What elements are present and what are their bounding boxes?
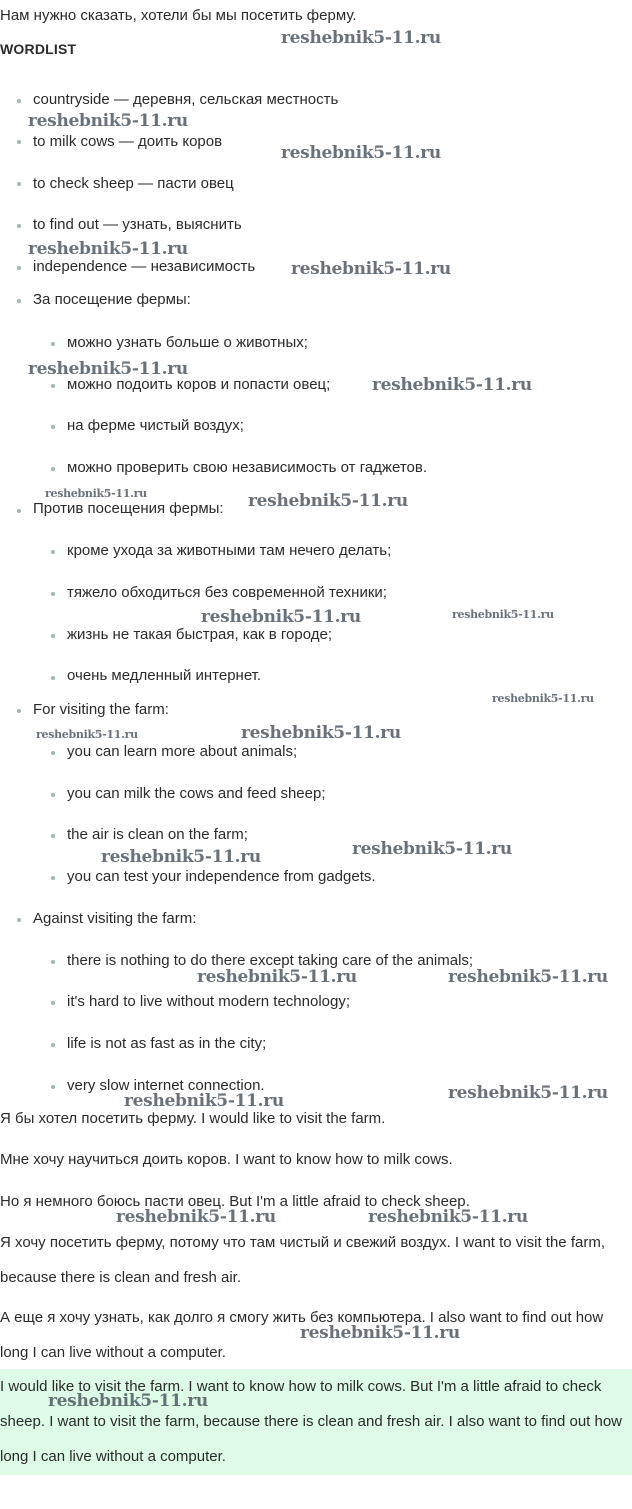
- watermark: reshebnik5-11.ru: [101, 847, 261, 867]
- bullet: [51, 384, 55, 388]
- bullet: [17, 918, 21, 922]
- bullet: [51, 1001, 55, 1005]
- bullet: [17, 224, 21, 228]
- watermark: reshebnik5-11.ru: [241, 723, 401, 743]
- paragraph-2: Мне хочу научиться доить коров. I want to know how to milk cows.: [0, 1151, 453, 1168]
- watermark: reshebnik5-11.ru: [492, 692, 594, 705]
- watermark: reshebnik5-11.ru: [28, 359, 188, 379]
- watermark: reshebnik5-11.ru: [368, 1207, 528, 1227]
- bullet: [17, 709, 21, 713]
- bullet: [51, 467, 55, 471]
- sub-item: you can test your independence from gadgets.: [67, 868, 376, 885]
- watermark: reshebnik5-11.ru: [48, 1391, 208, 1411]
- watermark: reshebnik5-11.ru: [372, 375, 532, 395]
- list-item-for-en: For visiting the farm:: [33, 701, 169, 718]
- watermark: reshebnik5-11.ru: [45, 487, 147, 500]
- bullet: [51, 876, 55, 880]
- bullet: [51, 342, 55, 346]
- list-item-against-ru: Против посещения фермы:: [33, 500, 224, 517]
- watermark: reshebnik5-11.ru: [28, 111, 188, 131]
- watermark: reshebnik5-11.ru: [124, 1091, 284, 1111]
- list-item-milk-cows: to milk cows — доить коров: [33, 133, 223, 150]
- watermark: reshebnik5-11.ru: [448, 967, 608, 987]
- list-item-independence: independence — независимость: [33, 258, 256, 275]
- bullet: [51, 834, 55, 838]
- wordlist-heading: WORDLIST: [0, 41, 77, 57]
- bullet: [51, 676, 55, 680]
- watermark: reshebnik5-11.ru: [201, 607, 361, 627]
- sub-item: it's hard to live without modern technology;: [67, 993, 351, 1010]
- bullet: [17, 182, 21, 186]
- bullet: [51, 592, 55, 596]
- watermark: reshebnik5-11.ru: [300, 1323, 460, 1343]
- watermark: reshebnik5-11.ru: [448, 1083, 608, 1103]
- list-item-countryside: countryside — деревня, сельская местность: [33, 91, 339, 108]
- bullet: [51, 1043, 55, 1047]
- bullet: [51, 793, 55, 797]
- paragraph-5: А еще я хочу узнать, как долго я смогу жить без компьютера. I also want to find out how long I can live without a computer.: [0, 1309, 604, 1361]
- list-item-against-en: Against visiting the farm:: [33, 910, 197, 927]
- watermark: reshebnik5-11.ru: [452, 608, 554, 621]
- paragraph-4: Я хочу посетить ферму, потому что там чистый и свежий воздух. I want to visit the farm, because there is clean and fresh air.: [0, 1234, 605, 1286]
- bullet: [51, 550, 55, 554]
- bullet: [17, 266, 21, 270]
- sub-item: the air is clean on the farm;: [67, 826, 248, 843]
- bullet: [17, 99, 21, 103]
- watermark: reshebnik5-11.ru: [281, 143, 441, 163]
- watermark: reshebnik5-11.ru: [281, 28, 441, 48]
- list-item-for-ru: За посещение фермы:: [33, 291, 191, 308]
- bullet: [51, 634, 55, 638]
- watermark: reshebnik5-11.ru: [116, 1207, 276, 1227]
- paragraph-3: Но я немного боюсь пасти овец. But I'm a little afraid to check sheep.: [0, 1193, 470, 1210]
- sub-item: на ферме чистый воздух;: [67, 417, 244, 434]
- sub-item: life is not as fast as in the city;: [67, 1035, 267, 1052]
- sub-item: you can milk the cows and feed sheep;: [67, 785, 326, 802]
- sub-item: кроме ухода за животными там нечего делать;: [67, 542, 392, 559]
- watermark: reshebnik5-11.ru: [197, 967, 357, 987]
- watermark: reshebnik5-11.ru: [291, 259, 451, 279]
- bullet: [51, 960, 55, 964]
- sub-item: очень медленный интернет.: [67, 667, 262, 684]
- sub-item: можно проверить свою независимость от гаджетов.: [67, 459, 427, 476]
- bullet: [17, 509, 21, 513]
- sub-item: можно узнать больше о животных;: [67, 334, 308, 351]
- bullet: [17, 299, 21, 303]
- watermark: reshebnik5-11.ru: [248, 491, 408, 511]
- bullet: [51, 751, 55, 755]
- intro-text: Нам нужно сказать, хотели бы мы посетить ферму.: [0, 7, 357, 24]
- watermark: reshebnik5-11.ru: [28, 239, 188, 259]
- watermark: reshebnik5-11.ru: [36, 728, 138, 741]
- bullet: [51, 425, 55, 429]
- sub-item: very slow internet connection.: [67, 1077, 265, 1094]
- list-item-check-sheep: to check sheep — пасти овец: [33, 175, 234, 192]
- sub-item: жизнь не такая быстрая, как в городе;: [67, 626, 333, 643]
- sub-item: you can learn more about animals;: [67, 743, 298, 760]
- list-item-find-out: to find out — узнать, выяснить: [33, 216, 242, 233]
- sub-item: можно подоить коров и попасти овец;: [67, 376, 331, 393]
- bullet: [51, 1085, 55, 1089]
- sub-item: тяжело обходиться без современной техники;: [67, 584, 387, 601]
- sub-item: there is nothing to do there except taking care of the animals;: [67, 952, 474, 969]
- final-answer-text: I would like to visit the farm. I want to know how to milk cows. But I'm a little afraid to check sheep. I want to visit the farm, because there is clean and fresh air. I also want to find out how long I can live without a computer.: [0, 1378, 623, 1465]
- bullet: [17, 140, 21, 144]
- watermark: reshebnik5-11.ru: [352, 839, 512, 859]
- paragraph-1: Я бы хотел посетить ферму. I would like to visit the farm.: [0, 1110, 386, 1127]
